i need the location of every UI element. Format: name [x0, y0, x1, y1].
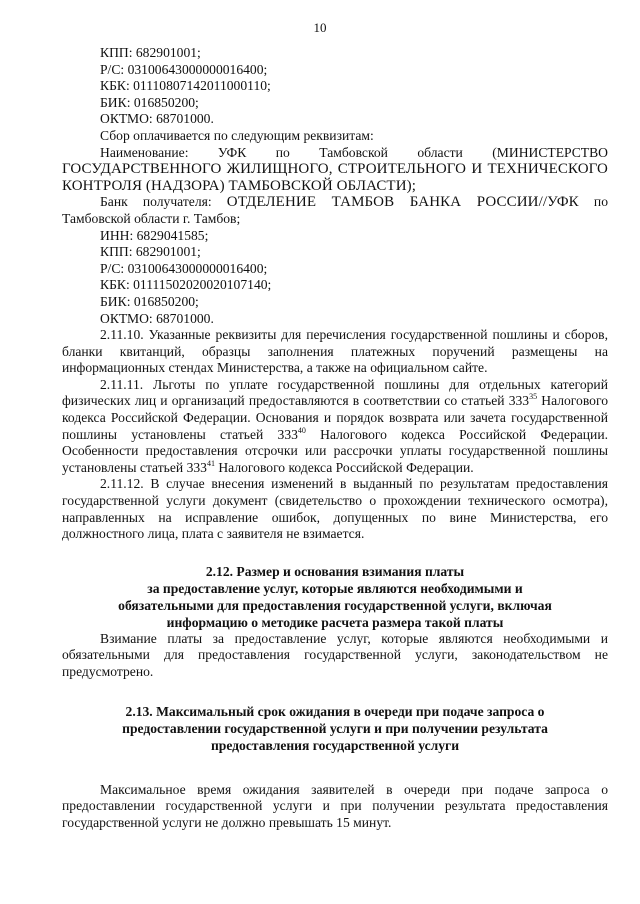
superscript: 41 [206, 458, 215, 468]
section-heading-2-12 [62, 563, 608, 631]
text-part: Налогового кодекса Российской Федерации. [214, 459, 474, 475]
fee-details-intro: Сбор оплачивается по следующим реквизитам: [100, 127, 374, 143]
page-number: 10 [313, 20, 327, 35]
bank-suffix: по [578, 194, 608, 210]
paragraph-2-13: Максимальное время ожидания заявителей в очереди при подаче запроса о предоставлении государственной услуги и при получении результата предоставления государственной услуги не должно превышать 15 минут. [62, 781, 608, 830]
bik-line: БИК: 016850200; [100, 94, 199, 110]
bank-prefix: Банк получателя: [100, 194, 227, 210]
oktmo-line-2: ОКТМО: 68701000. [100, 310, 214, 326]
heading-line: обязательными для предоставления государственной услуги, включая [118, 597, 552, 613]
superscript: 40 [297, 425, 306, 435]
document-body [62, 45, 608, 831]
paragraph-2-11-12: 2.11.12. В случае внесения изменений в выданный по результатам предоставления государственной услуги документ (свидетельство о прохождении технического осмотра), направленных на исправление ошибок, допущенных по вине Министерства, его должностного лица, плата с заявителя не взимается. [62, 476, 608, 542]
paragraph-2-11-10: 2.11.10. Указанные реквизиты для перечисления государственной пошлины и сборов, бланки квитанций, образцы заполнения платежных поручений размещены на информационных стендах Министерства, а также на официальном сайте. [62, 327, 608, 376]
account-line-2: Р/С: 03100643000000016400; [100, 260, 268, 276]
oktmo-line: ОКТМО: 68701000. [100, 111, 214, 127]
heading-line: 2.12. Размер и основания взимания платы [205, 563, 465, 579]
heading-line: информацию о методике расчета размера такой платы [166, 614, 504, 630]
inn-line: ИНН: 6829041585; [100, 227, 209, 243]
paragraph-2-12: Взимание платы за предоставление услуг, которые являются необходимыми и обязательными для предоставления государственной услуги, законодательством не предусмотрено. [62, 630, 608, 679]
kpp-line: КПП: 682901001; [100, 45, 201, 60]
account-line: Р/С: 03100643000000016400; [100, 61, 268, 77]
heading-line: 2.13. Максимальный срок ожидания в очереди при подаче запроса о [125, 703, 545, 719]
heading-line: за предоставление услуг, которые являются необходимыми и [147, 580, 523, 596]
heading-line: предоставлении государственной услуги и при получении результата [122, 720, 548, 736]
text-part: 2.11.11. Льготы по уплате государственной пошлины для отдельных категорий физических лиц и организаций предоставляются в соответствии со статьей 333 [62, 376, 608, 409]
text-part: Налогового кодекса Российской Федерации. Основания и порядок возврата или зачета государственной пошлины установлены статьей 333 [62, 393, 608, 442]
recipient-name-line-3: КОНТРОЛЯ (НАДЗОРА) ТАМБОВСКОЙ ОБЛАСТИ); [62, 177, 416, 194]
recipient-bank-line-1 [62, 194, 608, 211]
heading-line: предоставления государственной услуги [210, 737, 460, 753]
section-heading-2-13 [62, 703, 608, 754]
kbk-line: КБК: 01110807142011000110; [100, 78, 271, 94]
bik-line-2: БИК: 016850200; [100, 293, 199, 309]
superscript: 35 [529, 392, 538, 402]
kbk-line-2: КБК: 01111502020020107140; [100, 277, 272, 293]
recipient-name-line-2: ГОСУДАРСТВЕННОГО ЖИЛИЩНОГО, СТРОИТЕЛЬНОГО И ТЕХНИЧЕСКОГО [62, 161, 608, 178]
text-part: Налогового кодекса Российской Федерации. Особенности предоставления отсрочки или рассрочки уплаты государственной пошлины установлены статьей 333 [62, 426, 608, 475]
paragraph-2-11-11 [62, 377, 608, 477]
recipient-bank-line-2: Тамбовской области г. Тамбов; [62, 210, 241, 226]
kpp-line-2: КПП: 682901001; [100, 244, 201, 260]
recipient-name-line-1: Наименование: УФК по Тамбовской области (МИНИСТЕРСТВО [100, 144, 608, 160]
bank-name: ОТДЕЛЕНИЕ ТАМБОВ БАНКА РОССИИ//УФК [226, 194, 579, 211]
